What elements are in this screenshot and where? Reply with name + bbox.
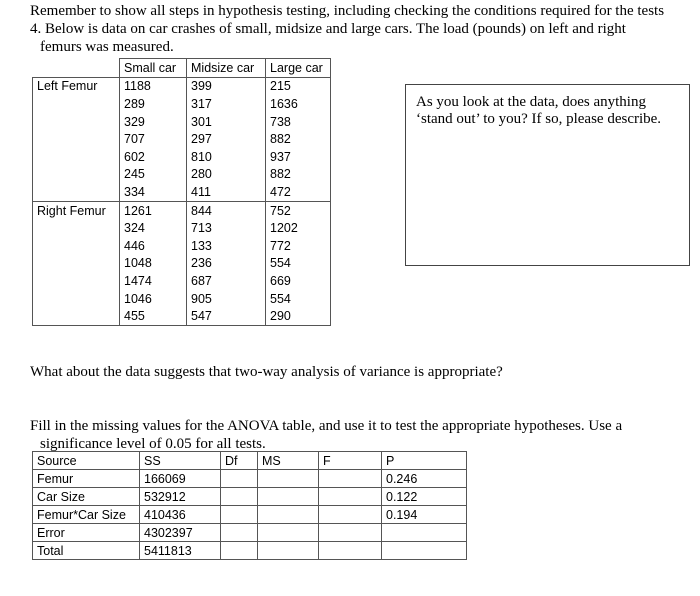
anova-cell: 0.122	[382, 488, 467, 506]
row-group-label	[33, 95, 120, 113]
table-row	[33, 130, 331, 148]
anova-column-header: MS	[258, 452, 319, 470]
anova-blank-cell[interactable]	[258, 542, 319, 560]
column-header: Large car	[266, 59, 331, 78]
table-cell: 882	[266, 166, 331, 184]
table-cell: 133	[187, 237, 266, 255]
table-cell: 752	[266, 201, 331, 219]
anova-cell: Car Size	[33, 488, 140, 506]
table-cell: 669	[266, 272, 331, 290]
anova-blank-cell[interactable]	[319, 470, 382, 488]
table-cell: 1474	[120, 272, 187, 290]
anova-blank-cell[interactable]	[382, 542, 467, 560]
table-cell: 547	[187, 307, 266, 325]
table-row	[33, 290, 331, 308]
anova-blank-cell[interactable]	[319, 488, 382, 506]
anova-cell: 5411813	[140, 542, 221, 560]
anova-cell: 410436	[140, 506, 221, 524]
anova-row	[33, 506, 467, 524]
anova-blank-cell[interactable]	[319, 524, 382, 542]
row-group-label	[33, 183, 120, 201]
instructions-line-2: significance level of 0.05 for all tests.	[40, 436, 266, 452]
anova-cell: 0.194	[382, 506, 467, 524]
row-group-label: Left Femur	[33, 77, 120, 95]
table-row	[33, 237, 331, 255]
column-header: Small car	[120, 59, 187, 78]
column-header: Midsize car	[187, 59, 266, 78]
table-cell: 289	[120, 95, 187, 113]
anova-cell: Femur*Car Size	[33, 506, 140, 524]
table-cell: 455	[120, 307, 187, 325]
anova-blank-cell[interactable]	[258, 524, 319, 542]
table-cell: 707	[120, 130, 187, 148]
table-row	[33, 148, 331, 166]
table-cell: 1048	[120, 255, 187, 273]
anova-blank-cell[interactable]	[221, 524, 258, 542]
anova-blank-cell[interactable]	[319, 542, 382, 560]
anova-blank-cell[interactable]	[221, 488, 258, 506]
table-row	[33, 95, 331, 113]
table-cell: 411	[187, 183, 266, 201]
intro-line-3: femurs was measured.	[40, 39, 174, 55]
anova-cell: 166069	[140, 470, 221, 488]
anova-row	[33, 470, 467, 488]
row-group-label	[33, 237, 120, 255]
table-cell: 937	[266, 148, 331, 166]
anova-blank-cell[interactable]	[221, 470, 258, 488]
anova-cell: 0.246	[382, 470, 467, 488]
table-cell: 554	[266, 290, 331, 308]
intro-line-1: Remember to show all steps in hypothesis testing, including checking the conditions required for the tests	[30, 3, 665, 19]
instructions-line-1: Fill in the missing values for the ANOVA table, and use it to test the appropriate hypotheses. Use a	[30, 418, 623, 434]
column-header	[33, 59, 120, 78]
anova-cell: 532912	[140, 488, 221, 506]
table-cell: 1202	[266, 219, 331, 237]
row-group-label	[33, 255, 120, 273]
anova-header-row	[33, 452, 467, 470]
table-row	[33, 77, 331, 95]
table-cell: 324	[120, 219, 187, 237]
table-cell: 334	[120, 183, 187, 201]
table-row	[33, 113, 331, 131]
row-group-label: Right Femur	[33, 201, 120, 219]
table-cell: 245	[120, 166, 187, 184]
table-cell: 290	[266, 307, 331, 325]
anova-blank-cell[interactable]	[319, 506, 382, 524]
row-group-label	[33, 307, 120, 325]
table-cell: 1636	[266, 95, 331, 113]
anova-column-header: SS	[140, 452, 221, 470]
table-cell: 1261	[120, 201, 187, 219]
table-cell: 905	[187, 290, 266, 308]
row-group-label	[33, 130, 120, 148]
table-cell: 713	[187, 219, 266, 237]
table-row	[33, 307, 331, 325]
table-cell: 317	[187, 95, 266, 113]
table-cell: 687	[187, 272, 266, 290]
anova-column-header: F	[319, 452, 382, 470]
anova-row	[33, 488, 467, 506]
table-cell: 329	[120, 113, 187, 131]
anova-cell: Error	[33, 524, 140, 542]
anova-row	[33, 542, 467, 560]
table-row	[33, 272, 331, 290]
data-table-header-row	[33, 59, 331, 78]
table-cell: 1046	[120, 290, 187, 308]
anova-blank-cell[interactable]	[221, 506, 258, 524]
table-cell: 1188	[120, 77, 187, 95]
anova-column-header: P	[382, 452, 467, 470]
answer-box[interactable]	[405, 84, 690, 266]
table-row	[33, 183, 331, 201]
row-group-label	[33, 148, 120, 166]
anova-column-header: Df	[221, 452, 258, 470]
two-way-anova-question: What about the data suggests that two-way analysis of variance is appropriate?	[30, 364, 503, 380]
table-cell: 446	[120, 237, 187, 255]
anova-cell: Femur	[33, 470, 140, 488]
row-group-label	[33, 113, 120, 131]
row-group-label	[33, 272, 120, 290]
table-cell: 297	[187, 130, 266, 148]
anova-cell: 4302397	[140, 524, 221, 542]
table-row	[33, 255, 331, 273]
table-cell: 215	[266, 77, 331, 95]
table-cell: 882	[266, 130, 331, 148]
row-group-label	[33, 219, 120, 237]
row-group-label	[33, 166, 120, 184]
table-cell: 602	[120, 148, 187, 166]
anova-table	[32, 451, 467, 560]
anova-blank-cell[interactable]	[258, 470, 319, 488]
table-cell: 810	[187, 148, 266, 166]
anova-cell: Total	[33, 542, 140, 560]
anova-column-header: Source	[33, 452, 140, 470]
anova-blank-cell[interactable]	[258, 506, 319, 524]
table-cell: 844	[187, 201, 266, 219]
anova-blank-cell[interactable]	[382, 524, 467, 542]
anova-blank-cell[interactable]	[258, 488, 319, 506]
table-cell: 301	[187, 113, 266, 131]
anova-row	[33, 524, 467, 542]
table-row	[33, 219, 331, 237]
table-cell: 399	[187, 77, 266, 95]
table-cell: 772	[266, 237, 331, 255]
table-cell: 738	[266, 113, 331, 131]
anova-blank-cell[interactable]	[221, 542, 258, 560]
table-cell: 236	[187, 255, 266, 273]
table-cell: 280	[187, 166, 266, 184]
intro-line-2: 4. Below is data on car crashes of small, midsize and large cars. The load (pounds) on left and right	[30, 21, 626, 37]
table-cell: 472	[266, 183, 331, 201]
row-group-label	[33, 290, 120, 308]
crash-data-table	[32, 58, 331, 326]
table-row	[33, 201, 331, 219]
table-cell: 554	[266, 255, 331, 273]
standout-question: As you look at the data, does anything ‘stand out’ to you? If so, please describe.	[416, 94, 662, 127]
table-row	[33, 166, 331, 184]
